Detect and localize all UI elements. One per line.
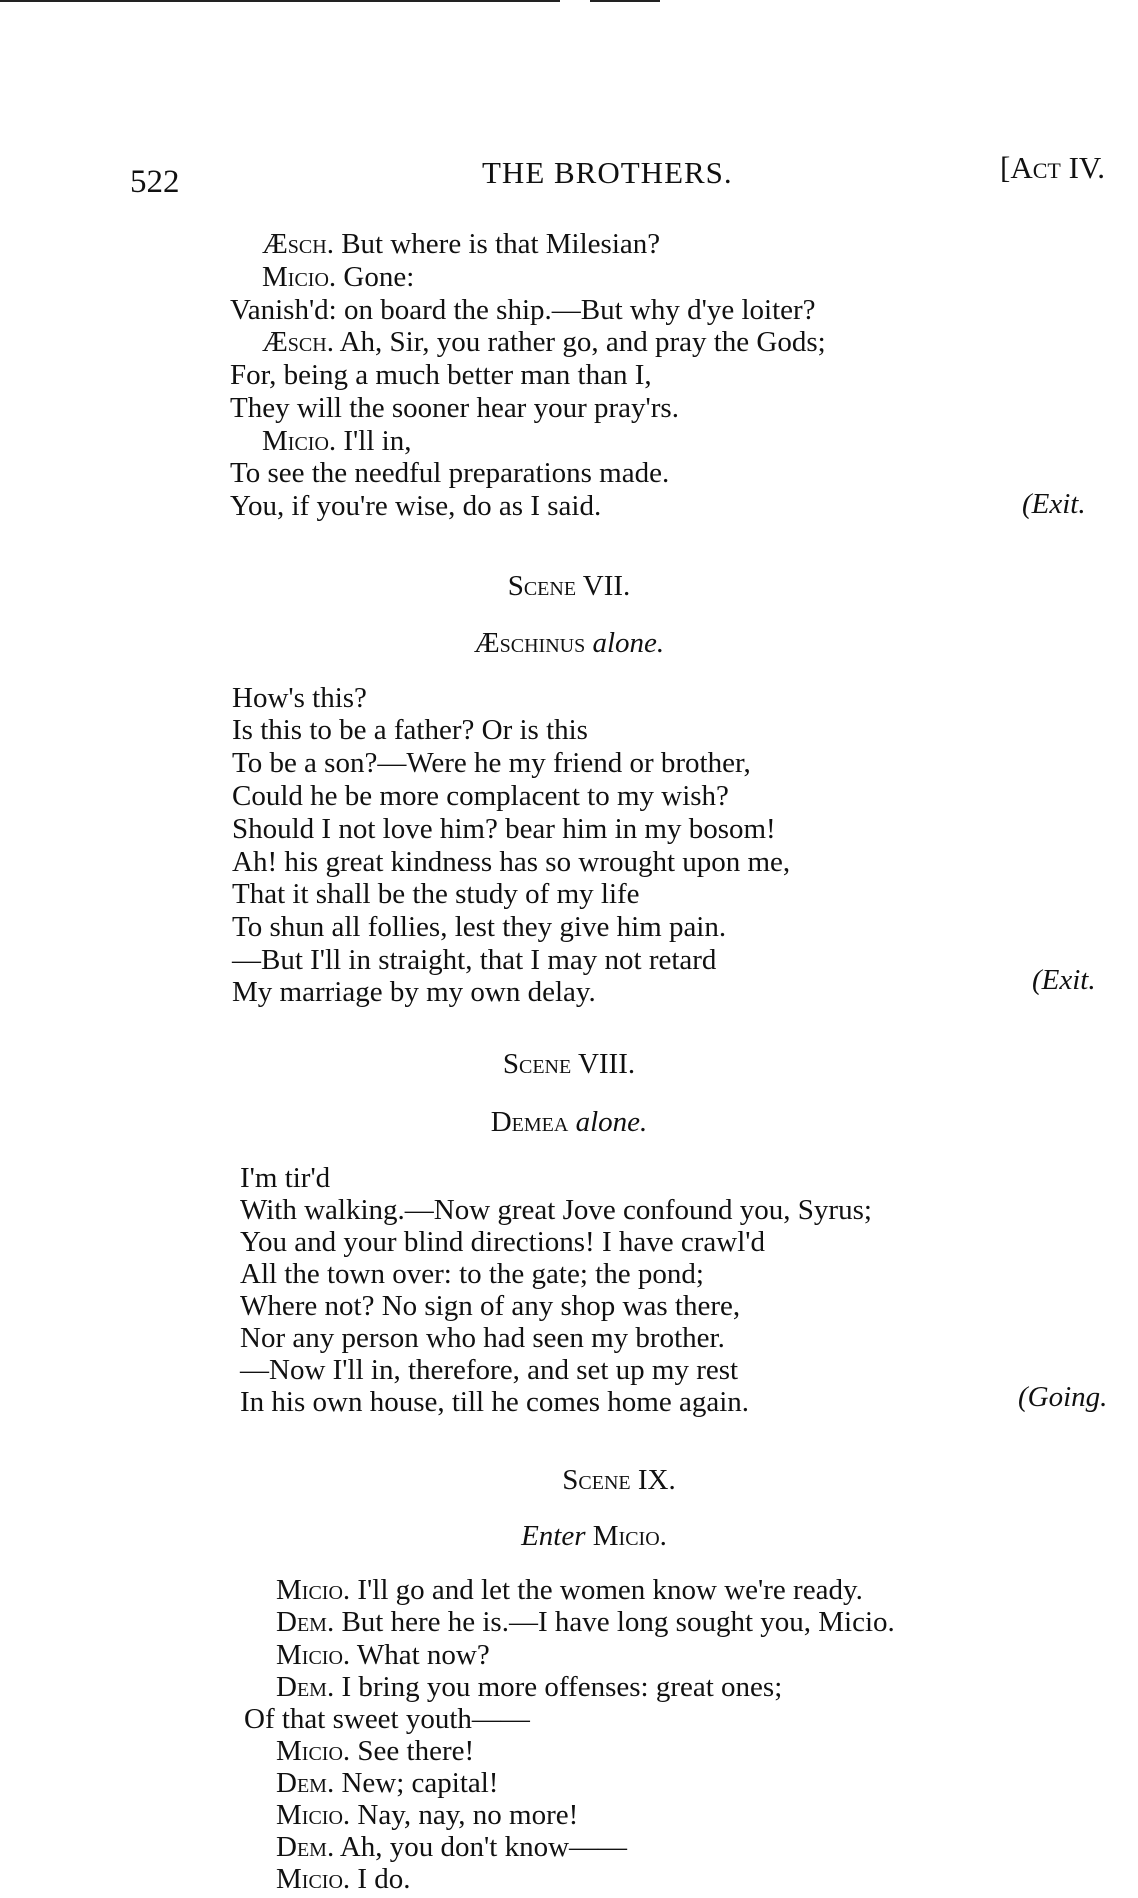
stage-direction-exit: (Exit. bbox=[1022, 488, 1086, 520]
verse-line: I'm tir'd bbox=[240, 1162, 331, 1194]
verse-line: Nor any person who had seen my brother. bbox=[240, 1322, 725, 1354]
verse-line: Dem. Ah, you don't know—— bbox=[276, 1831, 628, 1863]
verse-line: Dem. But here he is.—I have long sought you, Micio. bbox=[276, 1606, 895, 1638]
stage-direction-exit: (Exit. bbox=[1032, 964, 1096, 996]
scene-subheading: Æschinus alone. bbox=[473, 627, 665, 659]
verse-line: To be a son?—Were he my friend or brother, bbox=[232, 747, 751, 779]
top-rule bbox=[0, 0, 560, 2]
verse-line: To shun all follies, lest they give him pain. bbox=[232, 911, 727, 943]
verse-line: Micio. I'll go and let the women know we're ready. bbox=[276, 1574, 863, 1606]
verse-line: Æsch. But where is that Milesian? bbox=[262, 228, 661, 260]
verse-line: Micio. I do. bbox=[276, 1863, 411, 1895]
verse-line: Of that sweet youth—— bbox=[244, 1703, 530, 1735]
verse-line: —Now I'll in, therefore, and set up my rest bbox=[240, 1354, 739, 1386]
verse-line: How's this? bbox=[232, 682, 367, 714]
scene-heading: Scene VIII. bbox=[502, 1048, 636, 1080]
running-title: THE BROTHERS. bbox=[482, 155, 733, 190]
act-label: [Act IV. bbox=[1000, 150, 1106, 185]
verse-line: Could he be more complacent to my wish? bbox=[232, 780, 729, 812]
page-header bbox=[130, 150, 1130, 200]
top-rule-short bbox=[590, 0, 660, 2]
verse-line: All the town over: to the gate; the pond; bbox=[240, 1258, 704, 1290]
verse-line: Is this to be a father? Or is this bbox=[232, 714, 588, 746]
verse-line: Should I not love him? bear him in my bosom! bbox=[232, 813, 776, 845]
verse-line: Dem. I bring you more offenses: great ones; bbox=[276, 1671, 783, 1703]
verse-line: In his own house, till he comes home again. bbox=[240, 1386, 750, 1418]
verse-line: Micio. See there! bbox=[276, 1735, 475, 1767]
verse-line: Micio. Gone: bbox=[262, 261, 415, 293]
verse-line: Vanish'd: on board the ship.—But why d'ye loiter? bbox=[230, 294, 816, 326]
verse-line: You, if you're wise, do as I said. bbox=[230, 490, 602, 522]
verse-line: Micio. What now? bbox=[276, 1639, 490, 1671]
scene-heading: Scene IX. bbox=[562, 1464, 676, 1496]
verse-line: Where not? No sign of any shop was there, bbox=[240, 1290, 741, 1322]
page-number: 522 bbox=[130, 164, 180, 200]
verse-line: My marriage by my own delay. bbox=[232, 976, 596, 1008]
stage-direction-going: (Going. bbox=[1018, 1381, 1108, 1413]
verse-line: With walking.—Now great Jove confound you, Syrus; bbox=[240, 1194, 872, 1226]
scene-subheading: Demea alone. bbox=[490, 1106, 648, 1138]
scene-subheading: Enter Micio. bbox=[521, 1520, 667, 1552]
verse-line: To see the needful preparations made. bbox=[230, 457, 670, 489]
verse-line: —But I'll in straight, that I may not retard bbox=[232, 944, 717, 976]
scene-heading: Scene VII. bbox=[507, 570, 631, 602]
verse-line: Micio. Nay, nay, no more! bbox=[276, 1799, 579, 1831]
verse-line: Ah! his great kindness has so wrought upon me, bbox=[232, 846, 791, 878]
verse-line: Æsch. Ah, Sir, you rather go, and pray the Gods; bbox=[262, 326, 826, 358]
verse-line: Dem. New; capital! bbox=[276, 1767, 499, 1799]
verse-line: Micio. I'll in, bbox=[262, 425, 412, 457]
verse-line: That it shall be the study of my life bbox=[232, 878, 640, 910]
verse-line: You and your blind directions! I have crawl'd bbox=[240, 1226, 765, 1258]
verse-line: For, being a much better man than I, bbox=[230, 359, 652, 391]
verse-line: They will the sooner hear your pray'rs. bbox=[230, 392, 679, 424]
